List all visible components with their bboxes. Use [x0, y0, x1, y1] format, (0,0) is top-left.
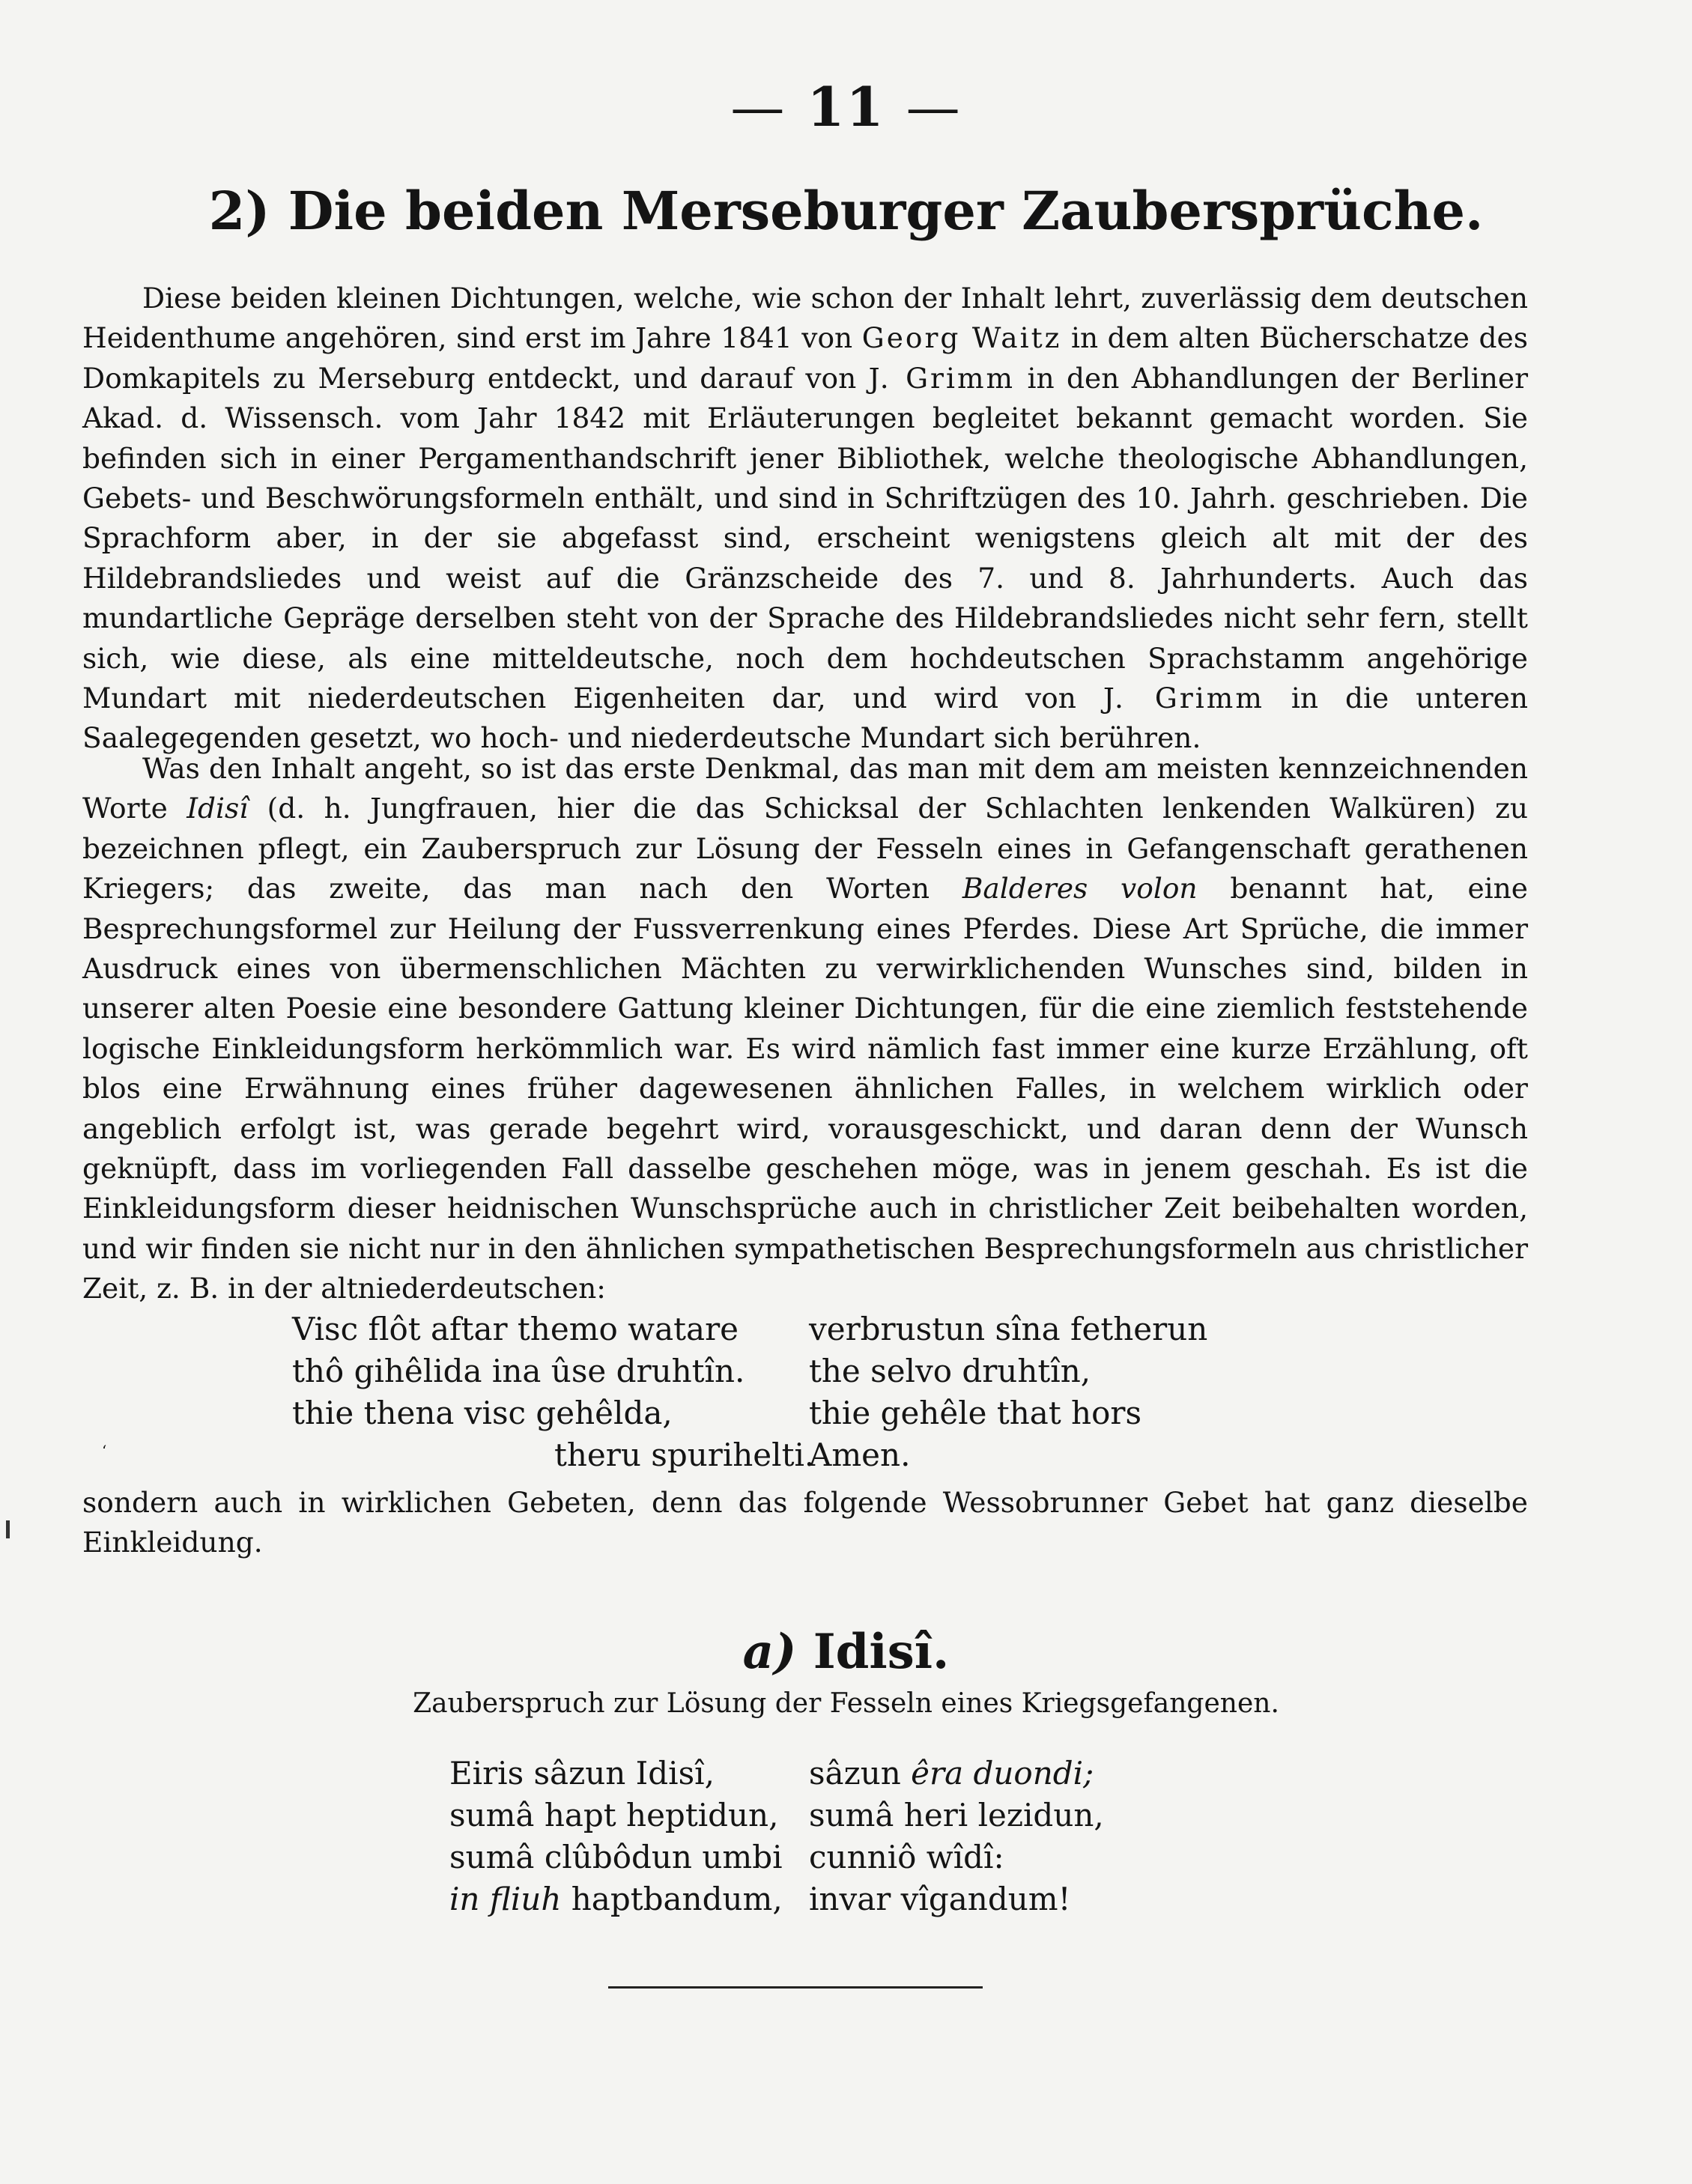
page-edge-mark: [6, 1520, 10, 1538]
intro-text-3: in den Abhandlungen der Berliner Akad. d. Wissensch. vom Jahr 1842 mit Erläuterungen begleitet bekannt gemacht worden. Sie befinden sich in einer Pergamenthandschrift jener Bibliothek, welche theologische Abhandlungen, Gebets- und Beschwörungsformeln enthält, und sind in Schriftzügen des 10. Jahrh. geschrieben. Die Sprachform aber, in der sie abgefasst sind, erscheint wenigstens gleich alt mit der des Hildebrandsliedes und weist auf die Gränzscheide des 7. und 8. Jahrhunderts. Auch das mundartliche Gepräge derselben steht von der Sprache des Hildebrandsliedes nicht sehr fern, stellt sich, wie diese, als eine mitteldeutsche, noch dem hochdeutschen Sprachstamm angehörige Mundart mit niederdeutschen Eigenheiten dar, und wird von: [82, 361, 1528, 715]
verse-right: thie gehêle that hors: [809, 1395, 1142, 1431]
verse-line: [292, 1308, 1266, 1350]
verse-right-italic: êra duondi;: [911, 1755, 1094, 1792]
intro-paragraph: [82, 279, 1528, 759]
intro-text-2: in dem alten Bücherschatze des Domkapitels zu Merseburg entdeckt, und darauf von: [82, 321, 1528, 395]
subsection-caption: Zauberspruch zur Lösung der Fesseln eines Kriegsgefangenen.: [413, 1688, 1279, 1719]
intro-text-1: Diese beiden kleinen Dichtungen, welche, wie schon der Inhalt lehrt, zuverlässig dem deutschen Heidenthume angehören, sind erst im Jahre 1841 von: [82, 282, 1528, 355]
verse-lowgerman: [292, 1308, 1266, 1476]
page-number-value: 11: [807, 75, 885, 139]
verse-idisi: [449, 1753, 1423, 1920]
section-heading: 2) Die beiden Merseburger Zaubersprüche.: [208, 180, 1484, 242]
subsection-title: Idisî.: [813, 1624, 950, 1680]
stray-mark: ʻ: [102, 1442, 107, 1460]
name-waitz: Georg Waitz: [861, 321, 1062, 355]
verse-right: verbrustun sîna fetherun: [809, 1311, 1208, 1347]
verse-left: theru spurihelti.: [554, 1437, 815, 1473]
verse-line: [449, 1878, 1423, 1920]
content-text-2: (d. h. Jungfrauen, hier die das Schicksal der Schlachten lenkenden Walküren) zu bezeichnen pflegt, ein Zauberspruch zur Lösung der Fesseln eines in Gefangenschaft gerathenen Kriegers; das zweite, das man nach den Worten: [82, 792, 1529, 906]
verse-line: [449, 1795, 1423, 1836]
subsection-heading: [0, 1624, 1692, 1680]
verse-left: thie thena visc gehêlda,: [292, 1395, 673, 1431]
verse-left: Eiris sâzun Idisî,: [449, 1755, 715, 1792]
subsection-label: a): [742, 1624, 797, 1680]
content-text-3: benannt hat, eine Besprechungsformel zur Heilung der Fussverrenkung eines Pferdes. Diese Art Sprüche, die immer Ausdruck eines von übermenschlichen Mächten zu verwirklichenden Wunsches sind, bilden in unserer alten Poesie eine besondere Gattung kleiner Dichtungen, für die eine ziemlich feststehende logische Einkleidungsform herkömmlich war. Es wird nämlich fast immer eine kurze Erzählung, oft blos eine Erwähnung eines früher dagewesenen ähnlichen Falles, in welchem wirklich oder angeblich erfolgt ist, was gerade begehrt wird, vorausgeschickt, und daran denn der Wunsch geknüpft, dass im vorliegenden Fall dasselbe geschehen möge, was in jenem geschah. Es ist die Einkleidungsform dieser heidnischen Wunschsprüche auch in christlicher Zeit beibehalten worden, und wir finden sie nicht nur in den ähnlichen sympathetischen Besprechungsformeln aus christlicher Zeit, z. B. in der altniederdeutschen:: [82, 872, 1528, 1305]
verse-line: [449, 1836, 1423, 1878]
name-grimm-2: J. Grimm: [1103, 682, 1264, 715]
verse-right: Amen.: [809, 1437, 911, 1473]
after-verse-paragraph: sondern auch in wirklichen Gebeten, denn das folgende Wessobrunner Gebet hat ganz dieselbe Einkleidung.: [82, 1486, 1528, 1559]
verse-left: thô gihêlida ina ûse druhtîn.: [292, 1353, 745, 1389]
verse-left: sumâ hapt heptidun,: [449, 1797, 779, 1833]
name-grimm-1: J. Grimm: [868, 361, 1016, 395]
intro-text-4: in die unteren Saalegegenden gesetzt, wo hoch- und niederdeutsche Mundart sich berühren.: [82, 682, 1528, 755]
verse-line: [292, 1392, 1266, 1434]
verse-right: invar vîgandum!: [809, 1881, 1071, 1917]
verse-right: cunniô wîdî:: [809, 1839, 1004, 1875]
closing-rule: [608, 1986, 983, 1989]
verse-line: [292, 1350, 1266, 1392]
verse-right: the selvo druhtîn,: [809, 1353, 1091, 1389]
word-balderes-volon: Balderes volon: [962, 872, 1198, 906]
verse-left: [449, 1878, 809, 1920]
verse-left: sumâ clûbôdun umbi: [449, 1839, 783, 1875]
page-number-dash-left: —: [730, 76, 786, 139]
verse-left-plain: haptbandum,: [561, 1881, 783, 1917]
verse-line: [449, 1753, 1423, 1795]
verse-line: [292, 1434, 1266, 1476]
content-paragraph: [82, 749, 1528, 1309]
page-number: [0, 75, 1692, 139]
verse-right-plain: sâzun: [809, 1755, 912, 1792]
verse-left-italic: in fliuh: [449, 1881, 562, 1917]
verse-right: [809, 1753, 1094, 1795]
verse-left: Visc flôt aftar themo watare: [292, 1311, 739, 1347]
content-text-1: Was den Inhalt angeht, so ist das erste Denkmal, das man mit dem am meisten kennzeichnenden Worte: [82, 752, 1528, 825]
word-idisi: Idisî: [187, 792, 249, 825]
page-number-dash-right: —: [906, 76, 962, 139]
verse-right: sumâ heri lezidun,: [809, 1797, 1104, 1833]
